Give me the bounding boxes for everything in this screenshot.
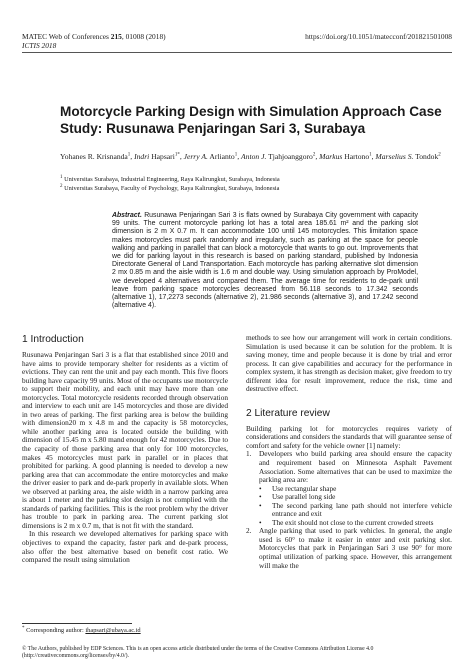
journal-volume: 215	[110, 32, 122, 41]
intro-continued	[246, 334, 452, 394]
abstract-label: Abstract.	[112, 212, 142, 219]
sub-list	[246, 485, 452, 528]
footnote: * Corresponding author: ihapsari@ubaya.ac.id	[22, 625, 141, 634]
intro-paragraph-continued: methods to see how our arrangement will work in certain conditions. Simulation is used because it can be solution for the problem. It is saving money, time and people because it is done by trial and error process. It can give capabilities and accuracy for the performance in complex system, it has strength as decision maker, give freedom to try different idea for result improvement, reduce the risk, time and destructive effect.	[246, 333, 452, 394]
intro-heading: 1 Introduction	[22, 334, 84, 345]
affiliations	[60, 176, 455, 193]
author-6: Marselius S. Tondok$^2$	[375, 152, 441, 161]
right-column	[246, 334, 452, 570]
affiliation-1: $^1$ Universitas Surabaya, Industrial Engineering, Raya Kalirungkut, Surabaya, Indonesia	[60, 174, 280, 183]
author-2: Indri Hapsari$^{1*}$	[134, 152, 180, 161]
literature-intro: Building parking lot for motorcycles requires variety of considerations and considers the standards that will guarantee sense of comfort and safety for the vehicle owner [1] namely:	[246, 423, 452, 450]
list-item: 1. Developers who build parking area should ensure the capacity and requirement based on Minnesota Asphalt Pavement Association. Some alternatives that can be used to maximize the parking area are: • Use rectangular shape • Use parallel long side • The second parking lane path should not interfere vehicle entrance and exit • The exit should not close to the current crowded streets	[246, 449, 452, 527]
author-5: Markus Hartono$^1$	[319, 152, 372, 161]
sub-list-item: • The exit should not close to the current crowded streets	[259, 517, 434, 527]
affiliation-2: $^2$ Universitas Surabaya, Faculty of Psychology, Raya Kalirungkut, Surabaya, Indonesia	[60, 183, 280, 192]
doi-link[interactable]: https://doi.org/10.1051/matecconf/201821501008	[305, 32, 452, 41]
author-4: Anton J. Tjahjoanggoro$^2$	[241, 152, 316, 161]
header-rule	[22, 52, 452, 53]
intro-paragraph-2: In this research we developed alternatives for parking space with objectives to expand the capacity, faster park and de-park process, also offer the best alternative based on benefit cost ratio. We compared the result using simulation	[22, 529, 228, 565]
sub-list-item: • Use parallel long side	[259, 492, 336, 502]
author-3: Jerry A. Arlianto$^1$	[183, 152, 238, 161]
abstract	[112, 212, 418, 310]
paper-title: Motorcycle Parking Design with Simulation Approach Case Study: Rusunawa Penjaringan Sari 3, Surabaya	[60, 104, 442, 136]
journal-header	[22, 32, 166, 41]
journal-name: MATEC Web of Conferences	[22, 32, 109, 41]
sub-list-item: • Use rectangular shape	[259, 483, 337, 493]
author-list: Yohanes R. Krisnanda$^1$, Indri Hapsari$^{1*}$, Jerry A. Arlianto$^1$, Anton J. Tjahjoanggoro$^2$, Markus Hartono$^1$, Marselius S. Tondok$^2$	[60, 152, 441, 161]
article-number: , 01008 (2018)	[121, 32, 166, 41]
criteria-list	[246, 450, 452, 570]
intro-paragraph-1: Rusunawa Penjaringan Sari 3 is a flat that established since 2010 and have aims to provide temporary shelter for residents as a victim of evictions. They can rent the unit and pay each month. This five floors building have capacity 99 units. Most of the occupants use motorcycle to support their mobility, and each unit may have more than one motorcycles. Total motorcycle residents recorded through observation and interview to each unit are 145 motorcycles and those are divided in two areas of parking. The first parking area is below the building with dimension20 m x 4.8 m and the capacity is 58 motorcycles, while another parking area is located outside the building with dimension of 15.45 m x 5.80 mand enough for 42 motorcycles. Due to the capacity of those parking area that only for 100 motorcycles, makes 45 motorcycles must park in parallel or in places that prohibited for parking. A good planning is needed to develop a new parking area that can accommodate the entire motorcycles and make the driver easier to park and de-park properly in available slots. When we observed at parking area, the aisle width in a narrow parking area is about 1 meter and the parking slot design is not complied with the standards of parking facilities. This is the root problem why the driver has trouble to park in parking area. The current parking slot dimensions is 2 m x 0.7 m, that is not fit with the standard.	[22, 350, 228, 530]
intro-body	[22, 351, 228, 565]
footnote-rule	[22, 623, 132, 624]
author-1: Yohanes R. Krisnanda$^1$	[60, 152, 131, 161]
conference-name: ICTIS 2018	[22, 41, 57, 50]
left-column	[22, 334, 228, 565]
literature-body	[246, 425, 452, 570]
sub-list-item: • The second parking lane path should not interfere vehicle entrance and exit	[259, 500, 452, 519]
author-email-link[interactable]: ihapsari@ubaya.ac.id	[85, 627, 141, 634]
footnote-label: Corresponding author:	[26, 627, 84, 634]
license-footer: © The Authors, published by EDP Sciences. This is an open access article distributed under the terms of the Creative Commons Attribution License 4.0 (http://creativecommons.org/licenses/by/4.0/).	[22, 646, 374, 660]
list-item: 2. Angle parking that used to park vehicles. In general, the angle used is 60° to make it easier in enter and exit parking slot. Motorcycles that park in Penjaringan Sari 3 use 90° for more optimal utilization of parking space. However, this arrangement will make the	[246, 526, 452, 570]
abstract-text: Rusunawa Penjaringan Sari 3 is flats owned by Surabaya City government with capacity 99 units. The current motorcycle parking lot has a total area 185.61 m² and the parking slot dimension is 2 m X 0.7 m. It can accommodate 100 until 145 motorcycles. This limitation space makes motorcycles must park randomly and irregularly, such as parking at the space for people walking and parking in parallel that can block a motorcycle that wants to go out. Improvements that we did for parking layout in this research is based on parking standard, published by Indonesia Directorate General of Land Transportation. Each motorcycle has parking alternative slot dimension 2 mx 0.85 m and the aisle width is 1.6 m and double way. Using simulation approach by ProModel, we developed 4 alternatives and compared them. The average time for residents to de-park until leave from parking space motorcycles decreased from 56.118 seconds to 17.342 seconds (alternative 1), 17,2273 seconds (alternative 2), 21.986 seconds (alternative 3), and 17.242 second (alternative 4).	[112, 212, 418, 310]
literature-heading: 2 Literature review	[246, 407, 330, 419]
